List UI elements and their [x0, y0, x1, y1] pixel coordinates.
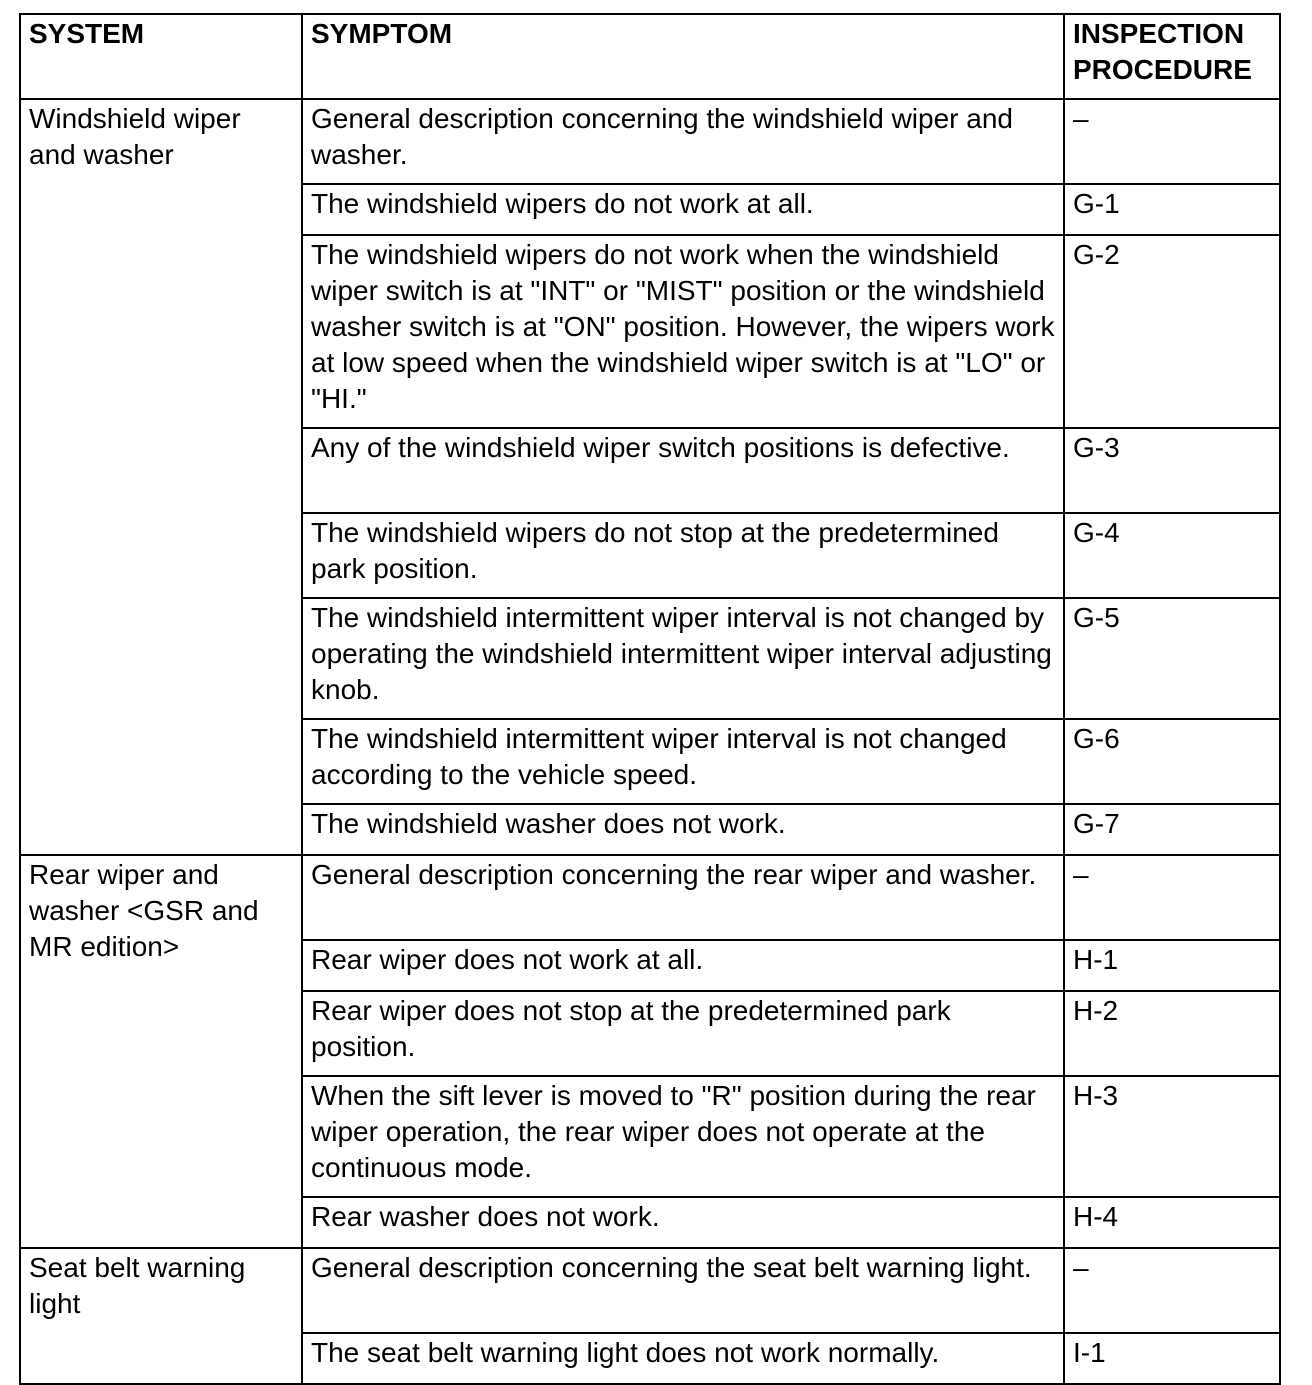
table-row	[20, 855, 1280, 940]
procedure-cell: I-1	[1064, 1333, 1280, 1384]
system-cell: Windshield wiper and washer	[20, 99, 302, 855]
procedure-cell: G-7	[1064, 804, 1280, 855]
symptom-cell: The windshield wipers do not work when the windshield wiper switch is at "INT" or "MIST" position or the windshield washer switch is at "ON" position. However, the wipers work at low speed when the windshield wiper switch is at "LO" or "HI."	[302, 235, 1064, 428]
header-symptom: SYMPTOM	[302, 14, 1064, 99]
system-cell: Seat belt warning light	[20, 1248, 302, 1384]
symptom-cell: General description concerning the windshield wiper and washer.	[302, 99, 1064, 184]
symptom-cell: The windshield wipers do not work at all.	[302, 184, 1064, 235]
symptom-cell: Any of the windshield wiper switch positions is defective.	[302, 428, 1064, 513]
header-system: SYSTEM	[20, 14, 302, 99]
procedure-cell: H-4	[1064, 1197, 1280, 1248]
procedure-cell: H-2	[1064, 991, 1280, 1076]
symptom-cell: Rear washer does not work.	[302, 1197, 1064, 1248]
symptom-cell: General description concerning the rear wiper and washer.	[302, 855, 1064, 940]
symptom-cell: General description concerning the seat belt warning light.	[302, 1248, 1064, 1333]
symptom-cell: The windshield intermittent wiper interval is not changed according to the vehicle speed.	[302, 719, 1064, 804]
procedure-cell: G-3	[1064, 428, 1280, 513]
header-inspection-procedure: INSPECTION PROCEDURE	[1064, 14, 1280, 99]
header-row	[20, 14, 1280, 99]
procedure-cell: G-1	[1064, 184, 1280, 235]
procedure-cell: –	[1064, 855, 1280, 940]
procedure-cell: G-2	[1064, 235, 1280, 428]
procedure-cell: G-6	[1064, 719, 1280, 804]
procedure-cell: H-3	[1064, 1076, 1280, 1197]
symptom-cell: The windshield washer does not work.	[302, 804, 1064, 855]
symptom-table	[19, 13, 1281, 1385]
symptom-cell: Rear wiper does not stop at the predetermined park position.	[302, 991, 1064, 1076]
procedure-cell: –	[1064, 1248, 1280, 1333]
procedure-cell: G-5	[1064, 598, 1280, 719]
procedure-cell: –	[1064, 99, 1280, 184]
symptom-cell: The windshield intermittent wiper interval is not changed by operating the windshield intermittent wiper interval adjusting knob.	[302, 598, 1064, 719]
system-cell: Rear wiper and washer <GSR and MR edition>	[20, 855, 302, 1248]
symptom-cell: The windshield wipers do not stop at the predetermined park position.	[302, 513, 1064, 598]
symptom-cell: When the sift lever is moved to "R" position during the rear wiper operation, the rear wiper does not operate at the continuous mode.	[302, 1076, 1064, 1197]
procedure-cell: G-4	[1064, 513, 1280, 598]
procedure-cell: H-1	[1064, 940, 1280, 991]
symptom-cell: Rear wiper does not work at all.	[302, 940, 1064, 991]
table-row	[20, 1248, 1280, 1333]
table-row	[20, 99, 1280, 184]
symptom-cell: The seat belt warning light does not work normally.	[302, 1333, 1064, 1384]
